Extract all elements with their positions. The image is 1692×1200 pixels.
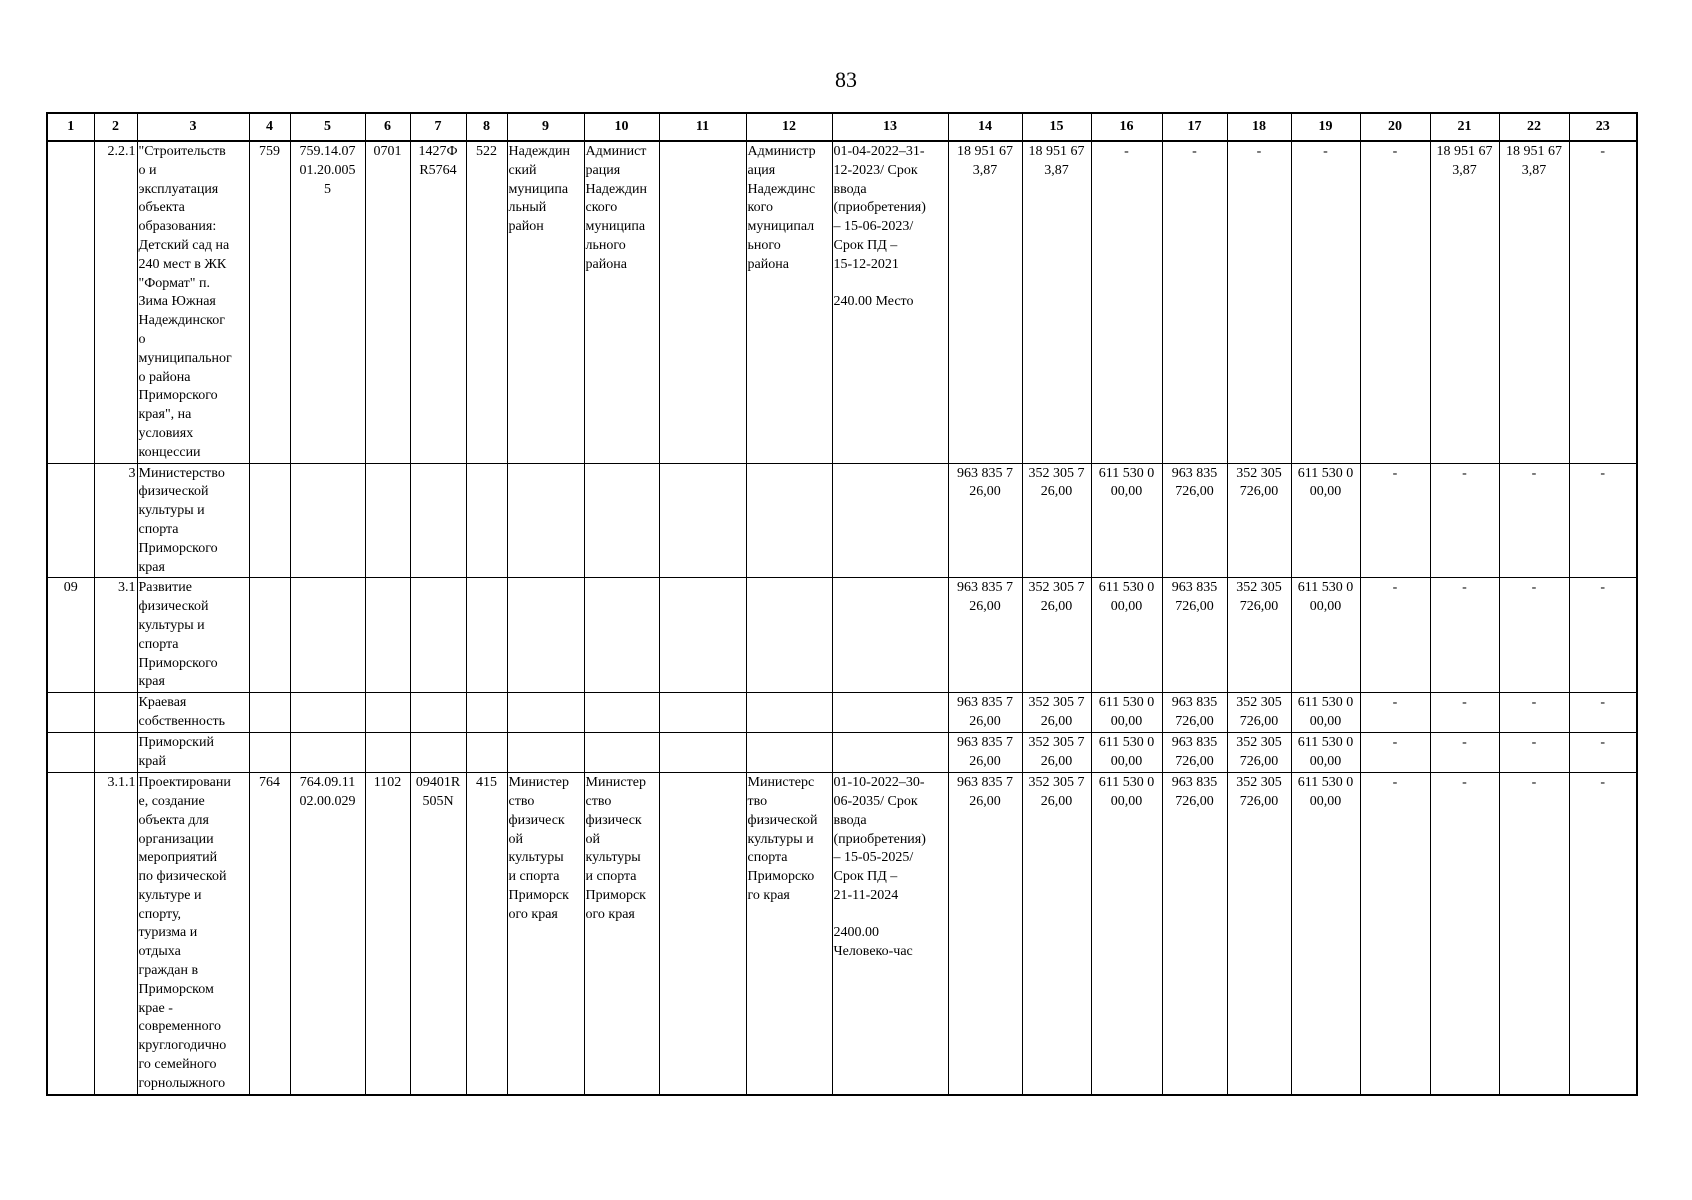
table-cell-col-6: [365, 463, 410, 578]
table-cell-col-8: [466, 733, 507, 773]
table-cell-col-22: 18 951 67 3,87: [1499, 141, 1569, 463]
column-header-12: 12: [746, 113, 832, 141]
table-cell-col-17: -: [1162, 141, 1227, 463]
table-cell-col-10: Министер ство физическ ой культуры и спорта Приморск ого края: [584, 773, 659, 1095]
table-cell-col-10: [584, 463, 659, 578]
table-cell-col-3: "Строительств о и эксплуатация объекта образования: Детский сад на 240 мест в ЖК "Формат" п. Зима Южная Надеждинског о муниципальног о района Приморского края", на условиях концессии: [137, 141, 249, 463]
column-header-11: 11: [659, 113, 746, 141]
table-cell-col-19: 611 530 0 00,00: [1291, 693, 1360, 733]
table-cell-col-21: -: [1430, 733, 1499, 773]
table-cell-col-1: [47, 141, 94, 463]
column-header-15: 15: [1022, 113, 1091, 141]
table-cell-col-6: [365, 578, 410, 693]
table-cell-col-16: 611 530 0 00,00: [1091, 693, 1162, 733]
column-header-19: 19: [1291, 113, 1360, 141]
table-cell-col-15: 352 305 7 26,00: [1022, 463, 1091, 578]
table-cell-col-15: 18 951 67 3,87: [1022, 141, 1091, 463]
table-cell-col-1: [47, 733, 94, 773]
table-cell-col-7: 09401R 505N: [410, 773, 466, 1095]
table-cell-col-23: -: [1569, 578, 1637, 693]
table-cell-col-6: [365, 733, 410, 773]
column-header-23: 23: [1569, 113, 1637, 141]
table-cell-col-21: 18 951 67 3,87: [1430, 141, 1499, 463]
table-cell-col-20: -: [1360, 733, 1430, 773]
table-cell-col-14: 963 835 7 26,00: [948, 578, 1022, 693]
table-cell-col-23: -: [1569, 733, 1637, 773]
table-cell-col-23: -: [1569, 773, 1637, 1095]
table-cell-col-2: [94, 733, 137, 773]
table-cell-col-12: [746, 578, 832, 693]
table-cell-col-20: -: [1360, 578, 1430, 693]
table-cell-col-11: [659, 733, 746, 773]
table-cell-col-3: Проектировани е, создание объекта для организации мероприятий по физической культуре и спорту, туризма и отдыха граждан в Приморском крае - современного круглогодично го семейного горнолыжного: [137, 773, 249, 1095]
table-cell-col-4: [249, 578, 290, 693]
table-cell-col-19: 611 530 0 00,00: [1291, 773, 1360, 1095]
table-cell-col-19: -: [1291, 141, 1360, 463]
table-cell-col-5: 759.14.07 01.20.005 5: [290, 141, 365, 463]
table-cell-col-4: 764: [249, 773, 290, 1095]
table-cell-col-21: -: [1430, 773, 1499, 1095]
table-cell-col-20: -: [1360, 463, 1430, 578]
table-cell-col-4: [249, 733, 290, 773]
table-cell-col-2: 3.1: [94, 578, 137, 693]
column-header-22: 22: [1499, 113, 1569, 141]
table-cell-col-15: 352 305 7 26,00: [1022, 733, 1091, 773]
table-cell-col-15: 352 305 7 26,00: [1022, 773, 1091, 1095]
table-cell-col-15: 352 305 7 26,00: [1022, 693, 1091, 733]
table-cell-col-6: 0701: [365, 141, 410, 463]
budget-table: [46, 112, 1638, 1096]
table-cell-col-19: 611 530 0 00,00: [1291, 733, 1360, 773]
table-cell-col-9: [507, 693, 584, 733]
table-cell-col-14: 963 835 7 26,00: [948, 693, 1022, 733]
table-cell-col-1: 09: [47, 578, 94, 693]
table-cell-col-5: 764.09.11 02.00.029: [290, 773, 365, 1095]
table-cell-col-5: [290, 578, 365, 693]
table-cell-col-1: [47, 463, 94, 578]
table-cell-col-21: -: [1430, 693, 1499, 733]
table-cell-col-8: [466, 463, 507, 578]
column-header-5: 5: [290, 113, 365, 141]
table-cell-col-18: 352 305 726,00: [1227, 693, 1291, 733]
table-cell-col-8: 522: [466, 141, 507, 463]
table-cell-col-2: [94, 693, 137, 733]
table-cell-col-13: [832, 733, 948, 773]
table-body: [47, 141, 1637, 1095]
table-cell-col-10: [584, 578, 659, 693]
table-cell-col-8: 415: [466, 773, 507, 1095]
table-cell-col-23: -: [1569, 141, 1637, 463]
table-cell-col-11: [659, 773, 746, 1095]
table-cell-col-22: -: [1499, 463, 1569, 578]
column-header-9: 9: [507, 113, 584, 141]
table-cell-col-7: 1427Ф R5764: [410, 141, 466, 463]
table-cell-col-7: [410, 693, 466, 733]
table-cell-col-12: [746, 733, 832, 773]
column-header-7: 7: [410, 113, 466, 141]
table-cell-col-18: 352 305 726,00: [1227, 463, 1291, 578]
table-cell-col-12: [746, 463, 832, 578]
table-row: [47, 463, 1637, 578]
table-cell-col-13: [832, 578, 948, 693]
column-header-21: 21: [1430, 113, 1499, 141]
table-cell-col-13: [832, 693, 948, 733]
column-header-14: 14: [948, 113, 1022, 141]
column-header-18: 18: [1227, 113, 1291, 141]
table-cell-col-11: [659, 463, 746, 578]
table-cell-col-16: 611 530 0 00,00: [1091, 578, 1162, 693]
table-cell-col-22: -: [1499, 578, 1569, 693]
table-cell-col-9: [507, 733, 584, 773]
table-cell-col-17: 963 835 726,00: [1162, 773, 1227, 1095]
table-cell-col-8: [466, 693, 507, 733]
table-cell-col-18: -: [1227, 141, 1291, 463]
table-cell-col-22: -: [1499, 733, 1569, 773]
table-cell-col-15: 352 305 7 26,00: [1022, 578, 1091, 693]
table-cell-col-9: Надеждин ский муниципа льный район: [507, 141, 584, 463]
table-cell-col-3: Краевая собственность: [137, 693, 249, 733]
table-cell-col-5: [290, 693, 365, 733]
table-cell-col-1: [47, 693, 94, 733]
table-cell-col-18: 352 305 726,00: [1227, 733, 1291, 773]
table-cell-col-20: -: [1360, 693, 1430, 733]
table-cell-col-9: [507, 578, 584, 693]
table-cell-col-2: 3.1.1: [94, 773, 137, 1095]
table-cell-col-5: [290, 733, 365, 773]
table-cell-col-17: 963 835 726,00: [1162, 463, 1227, 578]
table-cell-col-10: [584, 733, 659, 773]
column-header-13: 13: [832, 113, 948, 141]
page-number: 83: [835, 67, 857, 92]
table-cell-col-3: Приморский край: [137, 733, 249, 773]
column-header-6: 6: [365, 113, 410, 141]
table-cell-col-9: Министер ство физическ ой культуры и спорта Приморск ого края: [507, 773, 584, 1095]
column-header-4: 4: [249, 113, 290, 141]
table-cell-col-20: -: [1360, 141, 1430, 463]
table-row: [47, 773, 1637, 1095]
table-cell-col-14: 963 835 7 26,00: [948, 463, 1022, 578]
table-cell-col-7: [410, 733, 466, 773]
header-row: [47, 113, 1637, 141]
table-cell-col-17: 963 835 726,00: [1162, 578, 1227, 693]
table-cell-col-23: -: [1569, 463, 1637, 578]
table-cell-col-23: -: [1569, 693, 1637, 733]
table-cell-col-16: 611 530 0 00,00: [1091, 773, 1162, 1095]
table-cell-col-11: [659, 693, 746, 733]
table-cell-col-2: 2.2.1: [94, 141, 137, 463]
table-cell-col-20: -: [1360, 773, 1430, 1095]
table-cell-col-7: [410, 463, 466, 578]
table-cell-col-22: -: [1499, 773, 1569, 1095]
column-header-10: 10: [584, 113, 659, 141]
table-cell-col-14: 963 835 7 26,00: [948, 733, 1022, 773]
table-cell-col-10: Админист рация Надеждин ского муниципа льного района: [584, 141, 659, 463]
table-cell-col-21: -: [1430, 463, 1499, 578]
column-header-20: 20: [1360, 113, 1430, 141]
table-cell-col-17: 963 835 726,00: [1162, 733, 1227, 773]
table-cell-col-8: [466, 578, 507, 693]
table-cell-col-4: [249, 693, 290, 733]
table-cell-col-11: [659, 141, 746, 463]
table-cell-col-6: 1102: [365, 773, 410, 1095]
table-cell-col-7: [410, 578, 466, 693]
table-row: [47, 733, 1637, 773]
table-cell-col-12: Министерс тво физической культуры и спорта Приморско го края: [746, 773, 832, 1095]
table-cell-col-13: [832, 463, 948, 578]
table-cell-col-22: -: [1499, 693, 1569, 733]
column-header-1: 1: [47, 113, 94, 141]
table-cell-col-16: 611 530 0 00,00: [1091, 733, 1162, 773]
column-header-16: 16: [1091, 113, 1162, 141]
table-row: [47, 693, 1637, 733]
table-cell-col-2: 3: [94, 463, 137, 578]
table-row: [47, 141, 1637, 463]
table-cell-col-12: Администр ация Надеждинс кого муниципал ьного района: [746, 141, 832, 463]
table-cell-col-16: -: [1091, 141, 1162, 463]
table-cell-col-4: [249, 463, 290, 578]
table-cell-col-4: 759: [249, 141, 290, 463]
table-cell-col-9: [507, 463, 584, 578]
table-cell-col-17: 963 835 726,00: [1162, 693, 1227, 733]
table-cell-col-19: 611 530 0 00,00: [1291, 578, 1360, 693]
table-cell-col-10: [584, 693, 659, 733]
table-cell-col-21: -: [1430, 578, 1499, 693]
column-header-2: 2: [94, 113, 137, 141]
table-cell-col-13: 01-04-2022–31- 12-2023/ Срок ввода (приобретения) – 15-06-2023/ Срок ПД – 15-12-2021 240.00 Место: [832, 141, 948, 463]
table-cell-col-6: [365, 693, 410, 733]
table-cell-col-16: 611 530 0 00,00: [1091, 463, 1162, 578]
table-cell-col-18: 352 305 726,00: [1227, 773, 1291, 1095]
column-header-3: 3: [137, 113, 249, 141]
column-header-8: 8: [466, 113, 507, 141]
table-cell-col-12: [746, 693, 832, 733]
table-cell-col-14: 963 835 7 26,00: [948, 773, 1022, 1095]
table-cell-col-13: 01-10-2022–30- 06-2035/ Срок ввода (приобретения) – 15-05-2025/ Срок ПД – 21-11-2024 2400.00 Человеко-час: [832, 773, 948, 1095]
table-cell-col-1: [47, 773, 94, 1095]
table-row: [47, 578, 1637, 693]
column-header-17: 17: [1162, 113, 1227, 141]
table-cell-col-11: [659, 578, 746, 693]
table-cell-col-3: Министерство физической культуры и спорта Приморского края: [137, 463, 249, 578]
table-cell-col-18: 352 305 726,00: [1227, 578, 1291, 693]
table-cell-col-3: Развитие физической культуры и спорта Приморского края: [137, 578, 249, 693]
table-cell-col-5: [290, 463, 365, 578]
table-cell-col-19: 611 530 0 00,00: [1291, 463, 1360, 578]
table-cell-col-14: 18 951 67 3,87: [948, 141, 1022, 463]
